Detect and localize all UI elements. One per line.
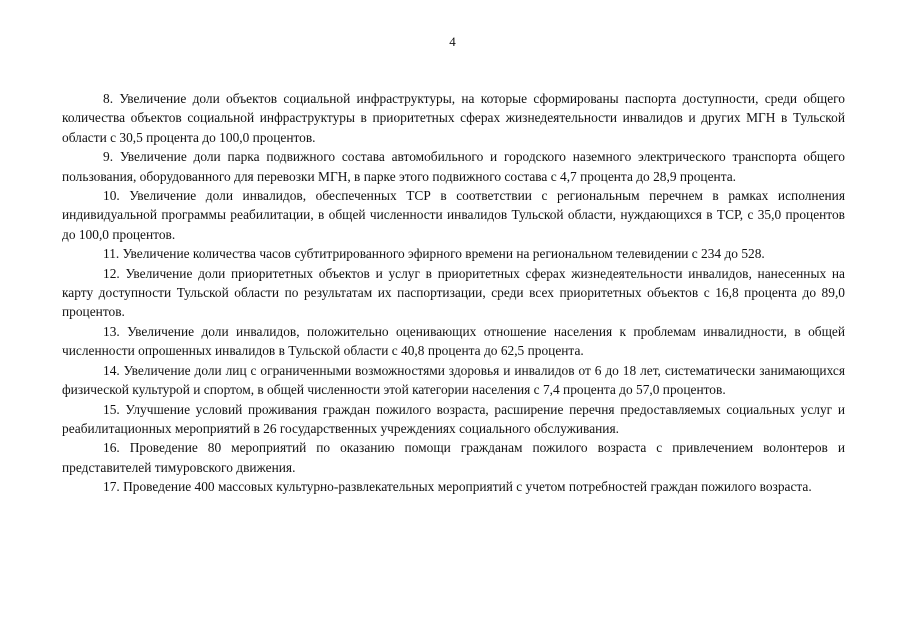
paragraph-item-12: 12. Увеличение доли приоритетных объектов и услуг в приоритетных сферах жизнедеятельности инвалидов, нанесенных на карту доступности Тульской области по результатам их паспортизации, среди всех приоритетных объектов с 16,8 процента до 89,0 процентов. bbox=[62, 265, 845, 320]
paragraph-item-16: 16. Проведение 80 мероприятий по оказанию помощи гражданам пожилого возраста с привлечением волонтеров и представителей тимуровского движения. bbox=[62, 440, 845, 475]
paragraph-item-8: 8. Увеличение доли объектов социальной инфраструктуры, на которые сформированы паспорта доступности, среди общего количества объектов социальной инфраструктуры в приоритетных сферах жизнедеятельности инвалидов и других МГН в Тульской области с 30,5 процента до 100,0 процентов. bbox=[62, 91, 845, 145]
paragraph-item-15: 15. Улучшение условий проживания граждан пожилого возраста, расширение перечня предоставляемых социальных услуг и реабилитационных мероприятий в 26 государственных учреждениях социального обслуживания. bbox=[62, 401, 845, 436]
paragraph-item-9: 9. Увеличение доли парка подвижного состава автомобильного и городского наземного электрического транспорта общего пользования, оборудованного для перевозки МГН, в парке этого подвижного состава с 4,7 процента до 28,9 процента. bbox=[62, 149, 845, 184]
page-number: 4 bbox=[449, 34, 456, 49]
document-body bbox=[62, 89, 845, 497]
paragraph-item-13: 13. Увеличение доли инвалидов, положительно оценивающих отношение населения к проблемам инвалидности, в общей численности опрошенных инвалидов в Тульской области с 40,8 процента до 62,5 процента. bbox=[62, 323, 845, 359]
paragraph-item-11: 11. Увеличение количества часов субтитрированного эфирного времени на региональном телевидении с 234 до 528. bbox=[103, 246, 765, 262]
paragraph-item-10: 10. Увеличение доли инвалидов, обеспеченных ТСР в соответствии с региональным перечнем в рамках исполнения индивидуальной программы реабилитации, в общей численности инвалидов Тульской области, нуждающихся в ТСР, с 35,0 процентов до 100,0 процентов. bbox=[62, 188, 845, 242]
paragraph-item-14: 14. Увеличение доли лиц с ограниченными возможностями здоровья и инвалидов от 6 до 18 лет, систематически занимающихся физической культурой и спортом, в общей численности этой категории населения с 7,4 процента до 57,0 процентов. bbox=[62, 362, 845, 398]
paragraph-item-17: 17. Проведение 400 массовых культурно-развлекательных мероприятий с учетом потребностей граждан пожилого возраста. bbox=[103, 479, 812, 495]
